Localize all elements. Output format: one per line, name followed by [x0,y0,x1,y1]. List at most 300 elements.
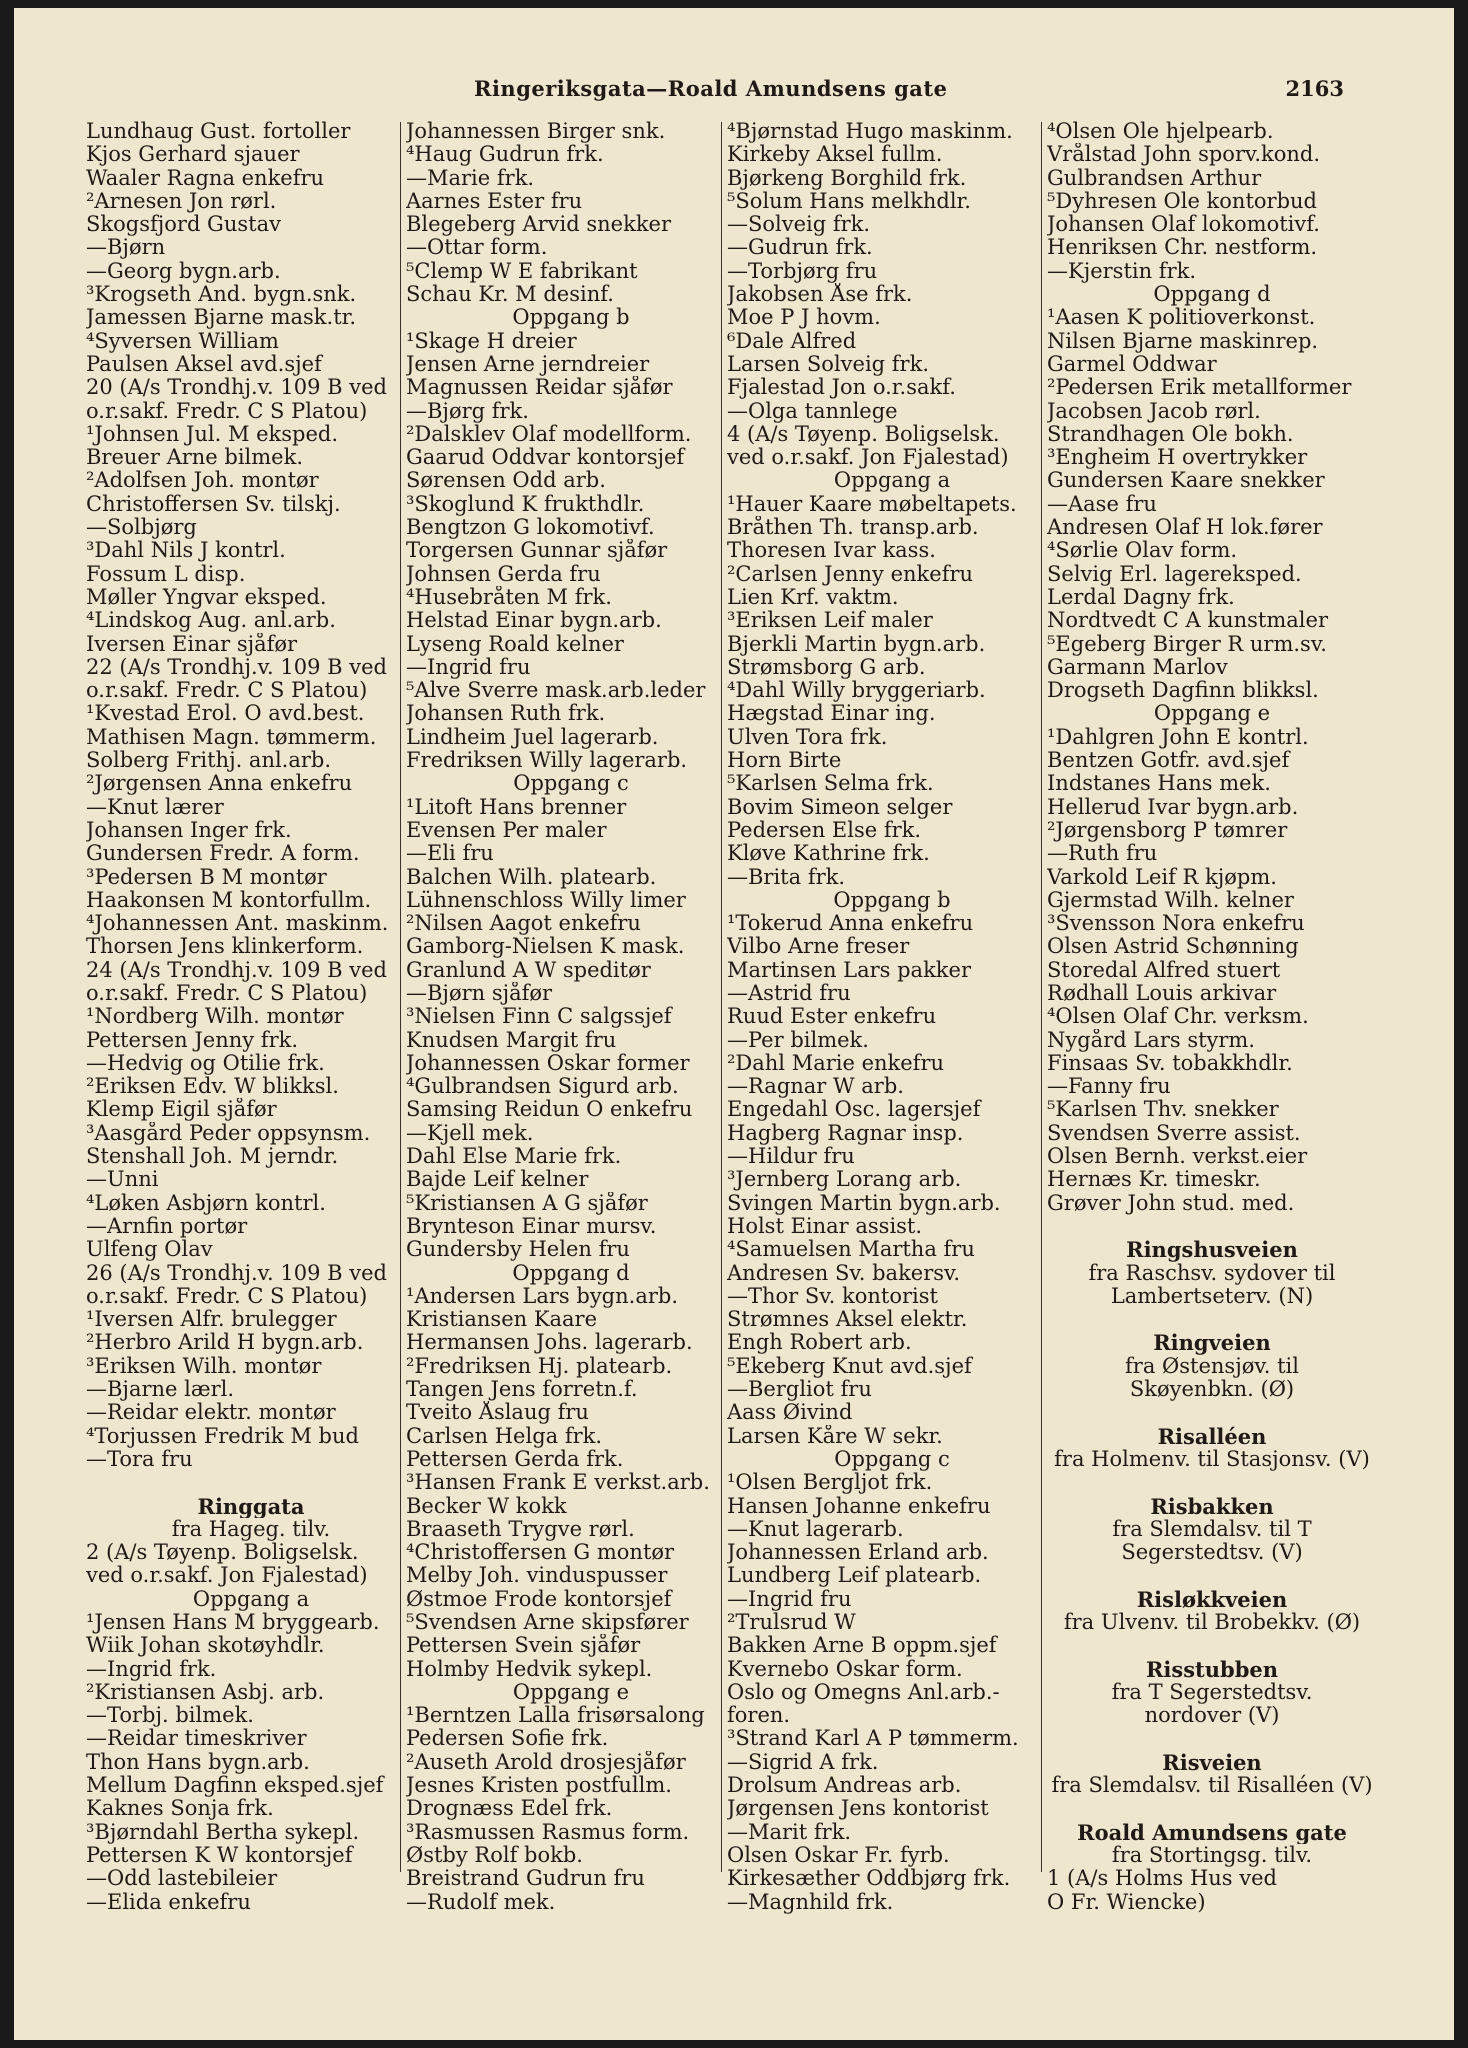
resident-entry: Drognæss Edel frk. [406,1797,613,1821]
resident-entry: ³Svensson Nora enkefru [1047,912,1305,936]
resident-entry: Varkold Leif R kjøpm. [1047,865,1277,889]
entrance-heading: Oppgang d [1153,283,1271,307]
resident-entry: ³Eriksen Leif maler [727,609,933,633]
resident-entry: ²Dahl Marie enkefru [727,1051,945,1075]
resident-entry: Engedahl Osc. lagersjef [727,1098,981,1122]
resident-entry: Johannessen Erland arb. [727,1541,989,1565]
resident-entry: —Eli fru [406,842,494,866]
resident-entry: Kirkeby Aksel fullm. [727,143,943,167]
resident-entry: ²Carlsen Jenny enkefru [727,562,974,586]
resident-entry: ²Eriksen Edv. W blikksl. [86,1075,339,1099]
resident-entry: Drogseth Dagfinn blikksl. [1047,679,1319,703]
resident-entry: Henriksen Chr. nestform. [1047,236,1318,260]
resident-entry: ⁴Lindskog Aug. anl.arb. [86,609,336,633]
resident-entry: Knudsen Margit fru [406,1028,617,1052]
resident-entry: Grøver John stud. med. [1047,1191,1295,1215]
entrance-heading: Oppgang d [512,1261,630,1285]
address-entry: 24 (A/s Trondhj.v. 109 B ved [86,958,387,982]
resident-entry: —Tora fru [86,1447,193,1471]
resident-entry: Kløve Kathrine frk. [727,842,930,866]
resident-entry: Paulsen Aksel avd.sjef [86,352,322,376]
resident-entry: ⁴Haug Gudrun frk. [406,143,604,167]
resident-entry: ⁵Kristiansen A G sjåfør [406,1191,648,1215]
address-entry: 2 (A/s Tøyenp. Boligselsk. [86,1541,359,1565]
street-heading: Risbakken [1150,1494,1274,1518]
address-entry: 20 (A/s Trondhj.v. 109 B ved [86,376,387,400]
resident-entry: Skogsfjord Gustav [86,213,281,237]
resident-entry: Strømnes Aksel elektr. [727,1308,968,1332]
resident-entry: foren. [727,1704,791,1728]
resident-entry: Gundersby Helen fru [406,1238,630,1262]
resident-entry: ⁵Karlsen Thv. snekker [1047,1098,1279,1122]
resident-entry: ved o.r.sakf. Jon Fjalestad) [727,446,1009,470]
resident-entry: —Kjerstin frk. [1047,259,1197,283]
entrance-heading: Oppgang c [834,1447,950,1471]
resident-entry: ⁴Dahl Willy bryggeriarb. [727,679,986,703]
resident-entry: ¹Litoft Hans brenner [406,795,627,819]
resident-entry: Selvig Erl. lagereksped. [1047,562,1302,586]
street-route: fra Holmenv. til Stasjonsv. (V) [1054,1447,1370,1471]
resident-entry: ¹Dahlgren John E kontrl. [1047,725,1309,749]
resident-entry: Lühnenschloss Willy limer [406,888,686,912]
resident-entry: Andresen Olaf H lok.fører [1047,516,1323,540]
resident-entry: Waaler Ragna enkefru [86,166,325,190]
resident-entry: Brynteson Einar mursv. [406,1214,657,1238]
resident-entry: ³Hansen Frank E verkst.arb. [406,1471,710,1495]
resident-entry: ⁵Alve Sverre mask.arb.leder [406,679,706,703]
resident-entry: Jensen Arne jerndreier [406,352,650,376]
resident-entry: —Knut lærer [86,795,224,819]
street-heading: Roald Amundsens gate [1077,1820,1347,1844]
resident-entry: Finsaas Sv. tobakkhdlr. [1047,1051,1293,1075]
resident-entry: Melby Joh. vinduspusser [406,1564,668,1588]
column-1 [86,120,416,1914]
resident-entry: Hagberg Ragnar insp. [727,1121,964,1145]
resident-entry: Kvernebo Oskar form. [727,1657,963,1681]
resident-entry: Ulfeng Olav [86,1238,213,1262]
resident-entry: Klemp Eigil sjåfør [86,1098,277,1122]
resident-entry: Magnussen Reidar sjåfør [406,376,673,400]
page-header [14,76,1454,106]
resident-entry: Blegeberg Arvid snekker [406,213,672,237]
resident-entry: Thorsen Jens klinkerform. [86,935,364,959]
blank-line [1047,1401,1377,1424]
resident-entry: —Ruth fru [1047,842,1158,866]
resident-entry: ⁵Karlsen Selma frk. [727,772,934,796]
street-heading: Risstubben [1145,1657,1279,1681]
resident-entry: Pettersen Gerda frk. [406,1447,624,1471]
resident-entry: —Bjørn [86,236,166,260]
resident-entry: —Gudrun frk. [727,236,873,260]
resident-entry: ²Herbro Arild H bygn.arb. [86,1331,364,1355]
resident-entry: ²Auseth Arold drosjesjåfør [406,1750,686,1774]
resident-entry: ³Bjørndahl Bertha sykepl. [86,1820,360,1844]
resident-entry: Kjos Gerhard sjauer [86,143,300,167]
resident-entry: Kristiansen Kaare [406,1308,598,1332]
resident-entry: ¹Nordberg Wilh. montør [86,1005,344,1029]
resident-entry: ¹Johnsen Jul. M eksped. [86,422,339,446]
resident-entry: Andresen Sv. bakersv. [727,1261,961,1285]
resident-entry: Johannessen Birger snk. [406,120,666,143]
resident-entry: —Bjarne lærl. [86,1378,235,1402]
resident-entry: ⁴Gulbrandsen Sigurd arb. [406,1075,679,1099]
resident-entry: Garmann Marlov [1047,655,1228,679]
resident-entry: —Bergliot fru [727,1378,872,1402]
resident-entry: Fjalestad Jon o.r.sakf. [727,376,956,400]
blank-line [1047,1564,1377,1587]
resident-entry: ¹Jensen Hans M bryggearb. [86,1611,380,1634]
resident-entry: —Brita frk. [727,865,846,889]
resident-entry: Wiik Johan skotøyhdlr. [86,1634,325,1658]
resident-entry: —Sigrid A frk. [727,1750,879,1774]
resident-entry: Gjermstad Wilh. kelner [1047,888,1294,912]
resident-entry: Gundersen Fredr. A form. [86,842,360,866]
resident-entry: —Rudolf mek. [406,1890,556,1914]
resident-entry: ³Krogseth And. bygn.snk. [86,283,357,307]
resident-entry: Moe P J hovm. [727,306,881,330]
resident-entry: ⁴Olsen Olaf Chr. verksm. [1047,1005,1309,1029]
resident-entry: Møller Yngvar eksped. [86,585,327,609]
resident-entry: Hernæs Kr. timeskr. [1047,1168,1261,1192]
resident-entry: —Hildur fru [727,1145,855,1169]
resident-entry: Thoresen Ivar kass. [727,539,936,563]
resident-entry: ²Adolfsen Joh. montør [86,469,319,493]
resident-entry: Drolsum Andreas arb. [727,1774,962,1798]
resident-entry: Vilbo Arne freser [727,935,910,959]
resident-entry: —Ingrid fru [406,655,531,679]
resident-entry: Hansen Johanne enkefru [727,1494,991,1518]
resident-entry: —Elida enkefru [86,1890,251,1914]
resident-entry: Jacobsen Jacob rørl. [1047,399,1261,423]
resident-entry: Mellum Dagfinn eksped.sjef [86,1774,384,1798]
resident-entry: Becker W kokk [406,1494,567,1518]
resident-entry: Solberg Frithj. anl.arb. [86,749,332,773]
resident-entry: —Georg bygn.arb. [86,259,281,283]
resident-entry: ⁴Løken Asbjørn kontrl. [86,1191,326,1215]
blank-line [1047,1634,1377,1657]
resident-entry: Christoffersen Sv. tilskj. [86,492,341,516]
resident-entry: Gundersen Kaare snekker [1047,469,1325,493]
resident-entry: Hermansen Johs. lagerarb. [406,1331,693,1355]
resident-entry: Larsen Solveig frk. [727,352,929,376]
resident-entry: ²Dalsklev Olaf modellform. [406,422,692,446]
resident-entry: Østby Rolf bokb. [406,1843,583,1867]
column-4 [1047,120,1377,1914]
blank-line [1047,1727,1377,1750]
resident-entry: Pettersen Svein sjåfør [406,1634,641,1658]
resident-entry: Lerdal Dagny frk. [1047,585,1235,609]
resident-entry: Jesnes Kristen postfullm. [406,1774,672,1798]
resident-entry: ¹Andersen Lars bygn.arb. [406,1284,679,1308]
column-2 [406,120,736,1914]
resident-entry: Johnsen Gerda fru [406,562,601,586]
blank-line [1047,1215,1377,1238]
resident-entry: Nilsen Bjarne maskinrep. [1047,329,1319,353]
entrance-heading: Oppgang b [833,888,951,912]
street-route: fra Hageg. tilv. [171,1517,331,1541]
resident-entry: Stenshall Joh. M jerndr. [86,1145,339,1169]
resident-entry: —Bjørn sjåfør [406,981,553,1005]
resident-entry: ⁶Dale Alfred [727,329,857,353]
resident-entry: Jakobsen Åse frk. [727,283,913,307]
resident-entry: Gamborg-Nielsen K mask. [406,935,685,959]
resident-entry: ⁵Svendsen Arne skipsfører [406,1611,689,1634]
resident-entry: Bjerkli Martin bygn.arb. [727,632,986,656]
resident-entry: ³Engheim H overtrykker [1047,446,1308,470]
resident-entry: —Fanny fru [1047,1075,1171,1099]
resident-entry: ⁵Solum Hans melkhdlr. [727,189,971,213]
resident-entry: Tveito Åslaug fru [406,1401,589,1425]
resident-entry: ³Rasmussen Rasmus form. [406,1820,690,1844]
resident-entry: Bentzen Gotfr. avd.sjef [1047,749,1290,773]
street-route: fra Slemdalsv. til Risalléen (V) [1051,1774,1373,1798]
resident-entry: Vrålstad John sporv.kond. [1047,143,1321,167]
resident-entry: Hellerud Ivar bygn.arb. [1047,795,1299,819]
street-heading: Ringshusveien [1126,1238,1298,1262]
resident-entry: Johannessen Oskar former [406,1051,690,1075]
resident-entry: —Marie frk. [406,166,535,190]
resident-entry: Pettersen Jenny frk. [86,1028,299,1052]
street-route: fra Ulvenv. til Brobekkv. (Ø) [1063,1611,1361,1634]
resident-entry: Ulven Tora frk. [727,725,888,749]
resident-entry: Iversen Einar sjåfør [86,632,298,656]
page-number: 2163 [1285,76,1344,101]
resident-entry: Storedal Alfred stuert [1047,958,1281,982]
resident-entry: —Kjell mek. [406,1121,534,1145]
resident-entry: ³Aasgård Peder oppsynsm. [86,1121,371,1145]
resident-entry: ⁴Christoffersen G montør [406,1541,675,1565]
resident-entry: —Ragnar W arb. [727,1075,904,1099]
resident-entry: Lyseng Roald kelner [406,632,624,656]
resident-entry: ⁴Syversen William [86,329,279,353]
resident-entry: Lien Krf. vaktm. [727,585,899,609]
page-title: Ringeriksgata—Roald Amundsens gate [474,76,948,101]
resident-entry: o.r.sakf. Fredr. C S Platou) [86,981,368,1005]
resident-entry: Tangen Jens forretn.f. [406,1378,638,1402]
blank-line [1047,1797,1377,1820]
resident-entry: Olsen Bernh. verkst.eier [1047,1145,1308,1169]
resident-entry: Mathisen Magn. tømmerm. [86,725,377,749]
resident-entry: Bovim Simeon selger [727,795,953,819]
blank-line [86,1471,416,1494]
resident-entry: ⁵Egeberg Birger R urm.sv. [1047,632,1327,656]
resident-entry: —Reidar elektr. montør [86,1401,336,1425]
resident-entry: ¹Berntzen Lalla frisørsalong [406,1704,705,1728]
resident-entry: Braaseth Trygve rørl. [406,1517,635,1541]
resident-entry: ¹Olsen Bergljot frk. [727,1471,933,1495]
resident-entry: —Astrid fru [727,981,851,1005]
street-route: Segerstedtsv. (V) [1121,1541,1303,1565]
blank-line [1047,1471,1377,1494]
resident-entry: Helstad Einar bygn.arb. [406,609,662,633]
resident-entry: Olsen Oskar Fr. fyrb. [727,1843,950,1867]
street-route: fra Stortingsg. tilv. [1111,1843,1313,1867]
resident-entry: Haakonsen M kontorfullm. [86,888,372,912]
street-route: fra Raschsv. sydover til [1088,1261,1336,1285]
resident-entry: ⁵Dyhresen Ole kontorbud [1047,189,1317,213]
resident-entry: Bjørkeng Borghild frk. [727,166,967,190]
resident-entry: Hægstad Einar ing. [727,702,936,726]
resident-entry: Sørensen Odd arb. [406,469,606,493]
resident-entry: —Solbjørg [86,516,197,540]
resident-entry: ²Jørgensen Anna enkefru [86,772,353,796]
resident-entry: Bakken Arne B oppm.sjef [727,1634,997,1658]
resident-entry: ²Arnesen Jon rørl. [86,189,277,213]
resident-entry: Svendsen Sverre assist. [1047,1121,1301,1145]
resident-entry: ved o.r.sakf. Jon Fjalestad) [86,1564,368,1588]
address-entry: 4 (A/s Tøyenp. Boligselsk. [727,422,1000,446]
street-heading: Ringveien [1153,1331,1271,1355]
resident-entry: Horn Birte [727,749,842,773]
resident-entry: Engh Robert arb. [727,1331,912,1355]
resident-entry: Martinsen Lars pakker [727,958,971,982]
resident-entry: Oslo og Omegns Anl.arb.- [727,1680,1000,1704]
resident-entry: Evensen Per maler [406,818,607,842]
resident-entry: Thon Hans bygn.arb. [86,1750,310,1774]
resident-entry: Aass Øivind [727,1401,853,1425]
resident-entry: —Ingrid fru [727,1587,852,1611]
resident-entry: —Unni [86,1168,159,1192]
resident-entry: ³Strand Karl A P tømmerm. [727,1727,1019,1751]
resident-entry: ²Trulsrud W [727,1611,856,1634]
resident-entry: —Bjørg frk. [406,399,529,423]
street-route: Lambertseterv. (N) [1110,1284,1314,1308]
resident-entry: Kaknes Sonja frk. [86,1797,274,1821]
resident-entry: Carlsen Helga frk. [406,1424,603,1448]
resident-entry: Schau Kr. M desinf. [406,283,614,307]
resident-entry: —Reidar timeskriver [86,1727,307,1751]
resident-entry: ²Fredriksen Hj. platearb. [406,1354,673,1378]
resident-entry: Strandhagen Ole bokh. [1047,422,1294,446]
resident-entry: Bajde Leif kelner [406,1168,589,1192]
resident-entry: ²Nilsen Aagot enkefru [406,912,641,936]
resident-entry: Holmby Hedvik sykepl. [406,1657,653,1681]
resident-entry: ²Jørgensborg P tømrer [1047,818,1288,842]
address-entry: 22 (A/s Trondhj.v. 109 B ved [86,655,387,679]
entrance-heading: Oppgang b [512,306,630,330]
resident-entry: Gulbrandsen Arthur [1047,166,1262,190]
resident-entry: Samsing Reidun O enkefru [406,1098,693,1122]
resident-entry: Jamessen Bjarne mask.tr. [86,306,357,330]
resident-entry: Fredriksen Willy lagerarb. [406,749,688,773]
resident-entry: ³Dahl Nils J kontrl. [86,539,286,563]
resident-entry: Fossum L disp. [86,562,246,586]
entrance-heading: Oppgang a [192,1587,310,1611]
resident-entry: Olsen Astrid Schønning [1047,935,1299,959]
street-route: fra T Segerstedtsv. [1111,1680,1313,1704]
resident-entry: Pedersen Sofie frk. [406,1727,609,1751]
resident-entry: —Ingrid frk. [86,1657,217,1681]
resident-entry: Ruud Ester enkefru [727,1005,937,1029]
address-entry: 1 (A/s Holms Hus ved [1047,1867,1277,1891]
directory-page [14,8,1454,2040]
resident-entry: Kirkesæther Oddbjørg frk. [727,1867,1011,1891]
resident-entry: Gaarud Oddvar kontorsjef [406,446,685,470]
resident-entry: ¹Iversen Alfr. brulegger [86,1308,337,1332]
resident-entry: ³Eriksen Wilh. montør [86,1354,322,1378]
resident-entry: Larsen Kåre W sekr. [727,1424,943,1448]
resident-entry: ⁴Husebråten M frk. [406,585,612,609]
resident-entry: Garmel Oddwar [1047,352,1217,376]
resident-entry: Jørgensen Jens kontorist [727,1797,989,1821]
resident-entry: ⁴Olsen Ole hjelpearb. [1047,120,1274,143]
resident-entry: —Thor Sv. kontorist [727,1284,938,1308]
resident-entry: ²Pedersen Erik metallformer [1047,376,1352,400]
resident-entry: —Torbjørg fru [727,259,878,283]
resident-entry: Lindheim Juel lagerarb. [406,725,659,749]
resident-entry: o.r.sakf. Fredr. C S Platou) [86,1284,368,1308]
resident-entry: Bengtzon G lokomotivf. [406,516,655,540]
resident-entry: ³Skoglund K frukthdlr. [406,492,645,516]
resident-entry: Pettersen K W kontorsjef [86,1843,353,1867]
resident-entry: Holst Einar assist. [727,1214,923,1238]
resident-entry: Svingen Martin bygn.arb. [727,1191,1001,1215]
entrance-heading: Oppgang e [512,1680,630,1704]
resident-entry: ³Jernberg Lorang arb. [727,1168,962,1192]
column-3 [727,120,1057,1914]
street-heading: Risløkkveien [1136,1587,1288,1611]
resident-entry: —Aase fru [1047,492,1157,516]
resident-entry: ³Pedersen B M montør [86,865,327,889]
entrance-heading: Oppgang a [833,469,951,493]
street-heading: Risalléen [1157,1424,1267,1448]
resident-entry: ⁴Sørlie Olav form. [1047,539,1238,563]
street-heading: Risveien [1162,1750,1262,1775]
resident-entry: ⁴Samuelsen Martha fru [727,1238,975,1262]
resident-entry: ⁴Torjussen Fredrik M bud [86,1424,359,1448]
resident-entry: Breistrand Gudrun fru [406,1867,645,1891]
resident-entry: —Per bilmek. [727,1028,869,1052]
resident-entry: Granlund A W speditør [406,958,651,982]
address-entry: 26 (A/s Trondhj.v. 109 B ved [86,1261,387,1285]
resident-entry: ⁵Clemp W E fabrikant [406,259,638,283]
resident-entry: ¹Tokerud Anna enkefru [727,912,974,936]
resident-entry: —Magnhild frk. [727,1890,894,1914]
street-route: fra Østensjøv. til [1125,1354,1299,1378]
resident-entry: Lundberg Leif platearb. [727,1564,982,1588]
street-route: Skøyenbkn. (Ø) [1129,1378,1295,1402]
resident-entry: o.r.sakf. Fredr. C S Platou) [86,399,368,423]
entrance-heading: Oppgang c [513,772,629,796]
resident-entry: —Odd lastebileier [86,1867,278,1891]
resident-entry: ¹Hauer Kaare møbeltapets. [727,492,1017,516]
resident-entry: Johansen Ruth frk. [406,702,606,726]
resident-entry: ³Nielsen Finn C salgssjef [406,1005,672,1029]
resident-entry: ¹Aasen K politioverkonst. [1047,306,1316,330]
entrance-heading: Oppgang e [1153,702,1271,726]
resident-entry: ⁴Bjørnstad Hugo maskinm. [727,120,1013,143]
resident-entry: —Hedvig og Otilie frk. [86,1051,325,1075]
resident-entry: Indstanes Hans mek. [1047,772,1271,796]
resident-entry: Balchen Wilh. platearb. [406,865,657,889]
resident-entry: Johansen Olaf lokomotivf. [1047,213,1320,237]
blank-line [1047,1308,1377,1331]
resident-entry: ¹Skage H dreier [406,329,577,353]
street-heading: Ringgata [197,1494,305,1518]
resident-entry: Rødhall Louis arkivar [1047,981,1277,1005]
resident-entry: Østmoe Frode kontorsjef [406,1587,672,1611]
street-route: fra Slemdalsv. til T [1112,1517,1312,1541]
resident-entry: —Ottar form. [406,236,548,260]
resident-entry: Nygård Lars styrm. [1047,1028,1256,1052]
resident-entry: ¹Kvestad Erol. O avd.best. [86,702,365,726]
resident-entry: o.r.sakf. Fredr. C S Platou) [86,679,368,703]
resident-entry: Torgersen Gunnar sjåfør [406,539,668,563]
resident-entry: O Fr. Wiencke) [1047,1890,1206,1914]
resident-entry: Aarnes Ester fru [406,189,583,213]
resident-entry: —Olga tannlege [727,399,898,423]
resident-entry: —Arnfin portør [86,1214,248,1238]
